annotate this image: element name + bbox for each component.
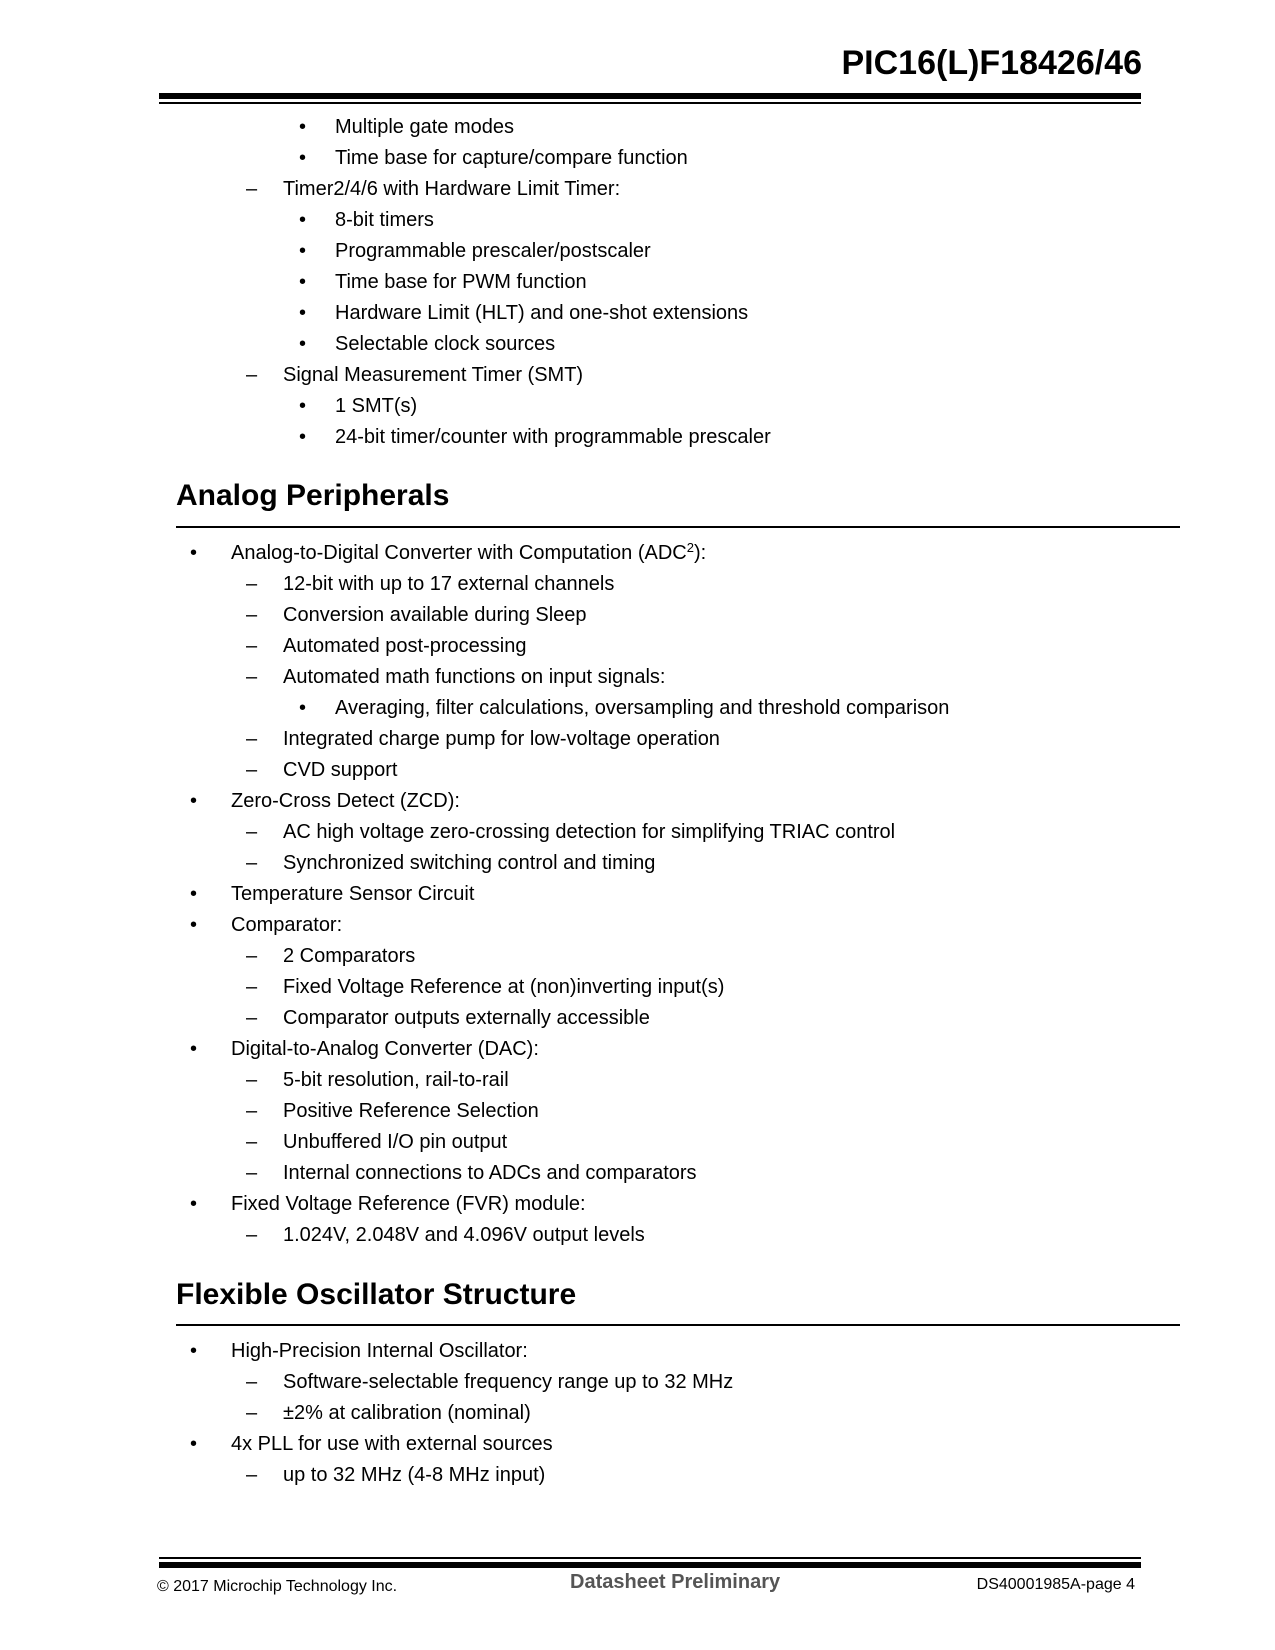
header-rule-thin xyxy=(159,102,1141,104)
dash-marker: – xyxy=(246,1464,258,1486)
list-item: • Averaging, filter calculations, oversampling and threshold comparison xyxy=(299,697,950,719)
dash-marker: – xyxy=(246,1069,258,1091)
bullet-marker: • xyxy=(299,426,307,448)
list-item: • 24-bit timer/counter with programmable prescaler xyxy=(299,426,771,448)
list-item: – ±2% at calibration (nominal) xyxy=(246,1402,531,1424)
dash-marker: – xyxy=(246,945,258,967)
list-item: • Selectable clock sources xyxy=(299,333,556,355)
dash-marker: – xyxy=(246,759,258,781)
section-rule xyxy=(176,1324,1180,1326)
bullet-marker: • xyxy=(190,542,198,564)
dash-marker: – xyxy=(246,852,258,874)
dash-marker: – xyxy=(246,573,258,595)
list-item: – AC high voltage zero-crossing detection for simplifying TRIAC control xyxy=(246,821,896,843)
list-item: • Programmable prescaler/postscaler xyxy=(299,240,651,262)
list-item: – 12-bit with up to 17 external channels xyxy=(246,573,615,595)
section-title-flexible-oscillator: Flexible Oscillator Structure xyxy=(176,1278,577,1311)
bullet-marker: • xyxy=(299,395,307,417)
list-item: • 8-bit timers xyxy=(299,209,434,231)
list-item: • Temperature Sensor Circuit xyxy=(190,883,475,905)
bullet-marker: • xyxy=(299,302,307,324)
list-item: • Comparator: xyxy=(190,914,343,936)
list-item: • 1 SMT(s) xyxy=(299,395,418,417)
list-item: – Internal connections to ADCs and comparators xyxy=(246,1162,697,1184)
list-item: • Zero-Cross Detect (ZCD): xyxy=(190,790,460,812)
dash-marker: – xyxy=(246,178,258,200)
bullet-marker: • xyxy=(299,333,307,355)
list-item: • Analog-to-Digital Converter with Computation (ADC$^2$): xyxy=(190,540,707,564)
dash-marker: – xyxy=(246,728,258,750)
footer-rule-thin xyxy=(159,1557,1141,1559)
dash-marker: – xyxy=(246,1402,258,1424)
list-item: • 4x PLL for use with external sources xyxy=(190,1433,553,1455)
list-item: – Unbuffered I/O pin output xyxy=(246,1131,508,1153)
bullet-marker: • xyxy=(299,240,307,262)
list-item: – Automated math functions on input signals: xyxy=(246,666,666,688)
bullet-marker: • xyxy=(299,209,307,231)
header-rule-thick xyxy=(159,93,1141,99)
dash-marker: – xyxy=(246,1100,258,1122)
dash-marker: – xyxy=(246,1162,258,1184)
dash-marker: – xyxy=(246,1371,258,1393)
list-item: – Signal Measurement Timer (SMT) xyxy=(246,364,584,386)
list-item: – Timer2/4/6 with Hardware Limit Timer: xyxy=(246,178,621,200)
list-item: • Time base for capture/compare function xyxy=(299,147,688,169)
bullet-marker: • xyxy=(299,697,307,719)
footer-rule-thick xyxy=(159,1562,1141,1568)
section-rule xyxy=(176,526,1180,528)
bullet-marker: • xyxy=(190,1193,198,1215)
list-item: • Time base for PWM function xyxy=(299,271,587,293)
dash-marker: – xyxy=(246,604,258,626)
list-item: • Digital-to-Analog Converter (DAC): xyxy=(190,1038,539,1060)
bullet-marker: • xyxy=(190,1340,198,1362)
list-item: – 1.024V, 2.048V and 4.096V output levels xyxy=(246,1224,645,1246)
list-item: – up to 32 MHz (4-8 MHz input) xyxy=(246,1464,546,1486)
footer-page-number: DS40001985A-page 4 xyxy=(976,1576,1135,1593)
list-item: • Multiple gate modes xyxy=(299,116,514,138)
dash-marker: – xyxy=(246,666,258,688)
list-item: – 5-bit resolution, rail-to-rail xyxy=(246,1069,509,1091)
list-item: • High-Precision Internal Oscillator: xyxy=(190,1340,528,1362)
list-item: – Positive Reference Selection xyxy=(246,1100,539,1122)
bullet-marker: • xyxy=(190,790,198,812)
list-item: – Fixed Voltage Reference at (non)inverting input(s) xyxy=(246,976,725,998)
list-item: – Synchronized switching control and timing xyxy=(246,852,656,874)
bullet-marker: • xyxy=(190,1433,198,1455)
dash-marker: – xyxy=(246,1007,258,1029)
list-item: – 2 Comparators xyxy=(246,945,416,967)
list-item: • Hardware Limit (HLT) and one-shot extensions xyxy=(299,302,749,324)
dash-marker: – xyxy=(246,635,258,657)
section-title-analog-peripherals: Analog Peripherals xyxy=(176,479,450,512)
dash-marker: – xyxy=(246,976,258,998)
bullet-marker: • xyxy=(190,914,198,936)
footer-copyright: © 2017 Microchip Technology Inc. xyxy=(157,1578,398,1595)
dash-marker: – xyxy=(246,364,258,386)
bullet-marker: • xyxy=(299,116,307,138)
bullet-marker: • xyxy=(190,1038,198,1060)
list-item: – Comparator outputs externally accessible xyxy=(246,1007,650,1029)
list-item: • Fixed Voltage Reference (FVR) module: xyxy=(190,1193,586,1215)
list-item: – CVD support xyxy=(246,759,398,781)
page-title: PIC16(L)F18426/46 xyxy=(841,44,1142,82)
dash-marker: – xyxy=(246,1224,258,1246)
dash-marker: – xyxy=(246,1131,258,1153)
list-item: – Automated post-processing xyxy=(246,635,527,657)
bullet-marker: • xyxy=(299,271,307,293)
list-item: – Integrated charge pump for low-voltage operation xyxy=(246,728,720,750)
footer-status: Datasheet Preliminary xyxy=(570,1571,781,1593)
dash-marker: – xyxy=(246,821,258,843)
list-item: – Software-selectable frequency range up to 32 MHz xyxy=(246,1371,734,1393)
bullet-marker: • xyxy=(190,883,198,905)
bullet-marker: • xyxy=(299,147,307,169)
list-item: – Conversion available during Sleep xyxy=(246,604,587,626)
